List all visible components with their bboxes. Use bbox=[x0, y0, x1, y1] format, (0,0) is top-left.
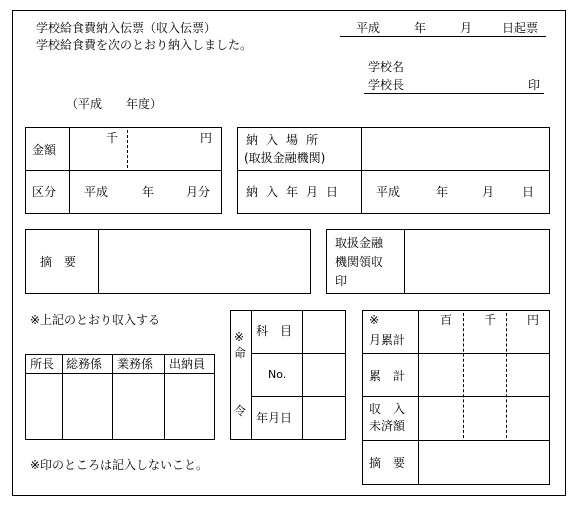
category-label: 区分 bbox=[32, 185, 57, 199]
ledger-thousand-unit: 千 bbox=[484, 313, 497, 327]
ledger-row-divider bbox=[362, 440, 550, 441]
summary-box-vline bbox=[98, 229, 99, 294]
payment-date-day: 日 bbox=[522, 185, 535, 199]
bank-receipt-seal: 印 bbox=[335, 274, 348, 288]
category-year: 年 bbox=[142, 185, 155, 199]
payment-box-divider bbox=[237, 170, 550, 171]
seal-mark: 印 bbox=[528, 78, 541, 92]
command-vline bbox=[251, 310, 252, 440]
form-subtitle: 学校給食費を次のとおり納入しました。 bbox=[36, 38, 253, 52]
payment-date-era: 平成 bbox=[376, 185, 401, 199]
principal-label: 学校長 bbox=[368, 78, 405, 92]
approval-header-cashier: 出納員 bbox=[169, 357, 206, 371]
bank-receipt-vline bbox=[404, 229, 405, 294]
approval-header-operations: 業務係 bbox=[117, 357, 154, 371]
category-month: 月分 bbox=[186, 185, 211, 199]
ledger-mark: ※ bbox=[369, 313, 380, 327]
unpaid-label-line1: 収 入 bbox=[369, 402, 406, 416]
principal-underline bbox=[364, 93, 544, 94]
account-label: 科 目 bbox=[256, 324, 293, 338]
ledger-row-divider bbox=[362, 396, 550, 397]
amount-box-divider bbox=[25, 170, 222, 171]
issue-date-year: 年 bbox=[414, 21, 427, 35]
hundred-unit: 百 bbox=[440, 313, 453, 327]
yen-unit: 円 bbox=[200, 131, 213, 145]
approval-note: ※上記のとおり収入する bbox=[30, 313, 161, 327]
payment-place-label: 納入場所 bbox=[246, 133, 327, 147]
school-name-label: 学校名 bbox=[368, 60, 405, 74]
command-row-divider bbox=[251, 353, 346, 354]
issue-date-month: 月 bbox=[460, 21, 473, 35]
payment-date-year: 年 bbox=[436, 185, 449, 199]
ledger-dashed-line bbox=[506, 313, 507, 438]
approval-col-line bbox=[164, 354, 165, 440]
command-date-label: 年月日 bbox=[256, 411, 293, 425]
ledger-summary-label: 摘 要 bbox=[369, 456, 406, 470]
command-row-divider bbox=[251, 396, 346, 397]
bank-receipt-line1: 取扱金融 bbox=[335, 236, 384, 250]
approval-header-divider bbox=[25, 373, 215, 374]
form-title: 学校給食費納入伝票（収入伝票） bbox=[36, 21, 217, 35]
payment-date-label: 納入年月日 bbox=[246, 185, 347, 199]
fiscal-year: （平成 年度） bbox=[66, 97, 163, 111]
summary-label: 摘 要 bbox=[40, 255, 77, 269]
number-label: No. bbox=[268, 368, 287, 381]
category-era: 平成 bbox=[84, 185, 109, 199]
command-mark: ※ bbox=[234, 330, 245, 344]
ledger-yen-unit: 円 bbox=[527, 313, 540, 327]
payment-place-sub: (取扱金融機関) bbox=[244, 151, 326, 165]
command-vline bbox=[302, 310, 303, 440]
issue-date-era: 平成 bbox=[356, 21, 381, 35]
approval-col-line bbox=[112, 354, 113, 440]
ledger-vline bbox=[418, 310, 419, 485]
thousand-unit: 千 bbox=[106, 131, 119, 145]
unpaid-label-line2: 未済額 bbox=[369, 419, 406, 433]
issue-date-day: 日起票 bbox=[502, 21, 539, 35]
amount-label: 金額 bbox=[32, 143, 57, 157]
ledger-dashed-line bbox=[463, 313, 464, 438]
footer-note: ※印のところは記入しないこと。 bbox=[30, 458, 209, 472]
bank-receipt-line2: 機関領収 bbox=[335, 255, 384, 269]
amount-box-vline bbox=[69, 127, 70, 214]
approval-header-director: 所長 bbox=[30, 357, 55, 371]
cumulative-total-label: 累 計 bbox=[369, 369, 406, 383]
date-underline bbox=[340, 36, 546, 37]
command-char-1: 命 bbox=[234, 346, 247, 360]
approval-header-general: 総務係 bbox=[66, 357, 103, 371]
payment-box-vline bbox=[361, 127, 362, 214]
approval-col-line bbox=[62, 354, 63, 440]
thousand-dashed-line bbox=[127, 130, 128, 168]
command-char-2: 令 bbox=[234, 404, 247, 418]
monthly-total-label: 月累計 bbox=[369, 333, 406, 347]
payment-date-month: 月 bbox=[482, 185, 495, 199]
ledger-row-divider bbox=[362, 353, 550, 354]
